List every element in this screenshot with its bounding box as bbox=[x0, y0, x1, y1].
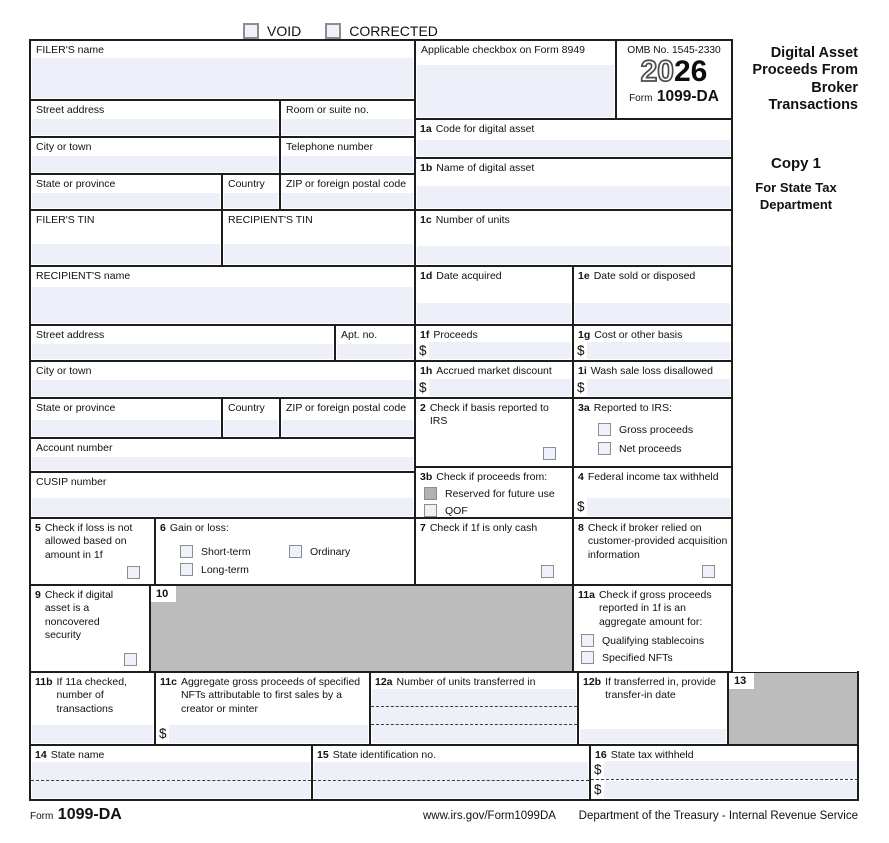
box-11b-label: If 11a checked, number of transactions bbox=[56, 676, 127, 715]
box-1i-num: 1i bbox=[578, 365, 587, 377]
form-number-line bbox=[617, 88, 731, 106]
qualifying-stablecoins-label: Qualifying stablecoins bbox=[602, 634, 705, 647]
box-4-num: 4 bbox=[578, 471, 584, 483]
qof-checkbox[interactable] bbox=[424, 504, 437, 517]
filer-zip-label: ZIP or foreign postal code bbox=[286, 178, 407, 190]
tax-year-bold: 26 bbox=[674, 55, 708, 88]
box-12a-cell bbox=[370, 672, 578, 745]
copy-number: Copy 1 bbox=[770, 155, 821, 172]
box-12a-label: Number of units transferred in bbox=[396, 676, 536, 688]
box-12b-cell bbox=[578, 672, 728, 745]
form-border bbox=[29, 39, 31, 801]
short-term-checkbox[interactable] bbox=[180, 545, 193, 558]
box-16-label: State tax withheld bbox=[610, 749, 694, 761]
recipient-zip-input[interactable] bbox=[282, 420, 413, 436]
form-border bbox=[857, 671, 859, 801]
copy-recipient bbox=[734, 180, 858, 214]
box-7-label: Check if 1f is only cash bbox=[429, 522, 538, 534]
ordinary-checkbox[interactable] bbox=[289, 545, 302, 558]
box-7-cell bbox=[415, 518, 573, 585]
filer-phone-label: Telephone number bbox=[286, 141, 373, 153]
dollar-sign: $ bbox=[594, 762, 602, 778]
box-10-cell bbox=[150, 585, 573, 672]
filer-room-cell bbox=[280, 100, 415, 137]
form-border bbox=[29, 39, 733, 41]
filer-city-cell bbox=[30, 137, 280, 174]
gross-proceeds-label: Gross proceeds bbox=[619, 423, 694, 436]
box-14-num: 14 bbox=[35, 749, 47, 761]
box-7-checkbox[interactable] bbox=[541, 565, 554, 578]
dollar-sign: $ bbox=[159, 726, 167, 742]
box-3a-num: 3a bbox=[578, 402, 590, 414]
form-title-line: Transactions bbox=[768, 97, 858, 114]
box-1h-label: Accrued market discount bbox=[436, 365, 552, 377]
recipient-tin-cell bbox=[222, 210, 415, 266]
entry-divider bbox=[371, 706, 577, 707]
box-1f-cell bbox=[415, 325, 573, 361]
box-11c-num: 11c bbox=[160, 676, 177, 688]
recipient-country-input[interactable] bbox=[224, 420, 278, 436]
void-checkbox[interactable] bbox=[243, 23, 259, 39]
box-1i-label: Wash sale loss disallowed bbox=[590, 365, 713, 377]
filer-country-cell bbox=[222, 174, 280, 210]
tax-year bbox=[617, 57, 731, 87]
filer-city-label: City or town bbox=[36, 141, 92, 153]
box-12b-label: If transferred in, provide transfer-in date bbox=[605, 676, 716, 702]
box-4-input[interactable] bbox=[587, 498, 730, 516]
box-3b-label: Check if proceeds from: bbox=[436, 471, 548, 483]
box-1a-cell bbox=[415, 119, 732, 158]
form-word: Form bbox=[629, 93, 653, 104]
filer-name-input[interactable] bbox=[32, 58, 413, 98]
box-1f-label: Proceeds bbox=[433, 329, 478, 341]
box-6-label: Gain or loss: bbox=[169, 522, 229, 534]
entry-divider bbox=[313, 780, 589, 781]
box-11b-num: 11b bbox=[35, 676, 53, 688]
specified-nfts-label: Specified NFTs bbox=[602, 651, 673, 664]
recipient-apt-input[interactable] bbox=[337, 344, 413, 359]
box-5-checkbox[interactable] bbox=[127, 566, 140, 579]
box-1e-cell bbox=[573, 266, 732, 325]
entry-divider bbox=[31, 780, 311, 781]
box-11a-label: Check if gross proceeds reported in 1f is an aggregate amount for: bbox=[598, 589, 712, 628]
box-1d-cell bbox=[415, 266, 573, 325]
box-1f-num: 1f bbox=[420, 329, 430, 341]
box-8-num: 8 bbox=[578, 522, 584, 534]
box-9-label: Check if digital asset is a noncovered security bbox=[44, 589, 114, 642]
filer-tin-cell bbox=[30, 210, 222, 266]
box-15-num: 15 bbox=[317, 749, 329, 761]
box-16-cell bbox=[590, 745, 859, 800]
box-1g-label: Cost or other basis bbox=[594, 329, 683, 341]
box-3b-cell bbox=[415, 467, 573, 518]
box-16-num: 16 bbox=[595, 749, 607, 761]
recipient-apt-cell bbox=[335, 325, 415, 361]
filer-street-input[interactable] bbox=[32, 119, 278, 135]
box-1c-num: 1c bbox=[420, 214, 432, 226]
box-13-num: 13 bbox=[729, 673, 754, 689]
recipient-apt-label: Apt. no. bbox=[341, 329, 378, 341]
box-15-cell bbox=[312, 745, 590, 800]
box-6-cell bbox=[155, 518, 415, 585]
recipient-state-label: State or province bbox=[36, 402, 116, 414]
dollar-sign: $ bbox=[577, 379, 585, 395]
corrected-label: CORRECTED bbox=[349, 23, 438, 39]
void-label: VOID bbox=[267, 23, 302, 39]
recipient-state-input[interactable] bbox=[32, 420, 220, 436]
box-1g-cell bbox=[573, 325, 732, 361]
box-8949-cell bbox=[415, 40, 616, 119]
box-1d-num: 1d bbox=[420, 270, 433, 282]
recipient-city-label: City or town bbox=[36, 365, 92, 377]
box-6-num: 6 bbox=[160, 522, 166, 534]
box-8-checkbox[interactable] bbox=[702, 565, 715, 578]
recipient-country-cell bbox=[222, 398, 280, 438]
box-2-cell bbox=[415, 398, 573, 467]
dollar-sign: $ bbox=[577, 499, 585, 515]
box-1i-input[interactable] bbox=[587, 379, 730, 396]
dollar-sign: $ bbox=[594, 781, 602, 797]
box-15-label: State identification no. bbox=[332, 749, 437, 761]
box-1c-input[interactable] bbox=[417, 246, 730, 264]
filer-street-label: Street address bbox=[36, 104, 105, 116]
footer-department: Department of the Treasury - Internal Revenue Service bbox=[578, 810, 858, 822]
box-1h-num: 1h bbox=[420, 365, 433, 377]
filer-phone-input[interactable] bbox=[282, 156, 413, 172]
recipient-city-cell bbox=[30, 361, 415, 398]
box-11b-input[interactable] bbox=[32, 725, 153, 743]
box-1c-cell bbox=[415, 210, 732, 266]
filer-state-input[interactable] bbox=[32, 193, 220, 208]
void-corrected-row bbox=[243, 23, 438, 39]
box-1a-input[interactable] bbox=[417, 140, 730, 156]
box-12a-num: 12a bbox=[375, 676, 393, 688]
box-1d-label: Date acquired bbox=[436, 270, 502, 282]
filer-country-input[interactable] bbox=[224, 193, 278, 208]
recipient-street-input[interactable] bbox=[32, 344, 333, 359]
recipient-zip-cell bbox=[280, 398, 415, 438]
box-12b-input[interactable] bbox=[580, 729, 726, 743]
box-1a-num: 1a bbox=[420, 123, 432, 135]
recipient-city-input[interactable] bbox=[32, 380, 413, 396]
filer-zip-input[interactable] bbox=[282, 193, 413, 208]
filer-state-cell bbox=[30, 174, 222, 210]
box-3b-num: 3b bbox=[420, 471, 433, 483]
tax-year-outline: 20 bbox=[640, 55, 674, 88]
box-1b-input[interactable] bbox=[417, 186, 730, 208]
dollar-sign: $ bbox=[419, 342, 427, 358]
box-5-num: 5 bbox=[35, 522, 41, 534]
filer-state-label: State or province bbox=[36, 178, 116, 190]
recipient-tin-input[interactable] bbox=[224, 244, 413, 264]
form-title bbox=[734, 45, 858, 115]
cusip-number-cell bbox=[30, 472, 415, 518]
box-3a-cell bbox=[573, 398, 732, 467]
filer-room-label: Room or suite no. bbox=[286, 104, 369, 116]
box-13-cell bbox=[728, 672, 859, 745]
recipient-zip-label: ZIP or foreign postal code bbox=[286, 402, 407, 414]
box-11c-label: Aggregate gross proceeds of specified NFTs attributable to first sales by a creator or minter bbox=[180, 676, 361, 715]
copy-designation bbox=[734, 155, 858, 214]
box-5-cell bbox=[30, 518, 155, 585]
box-9-checkbox[interactable] bbox=[124, 653, 137, 666]
filer-country-label: Country bbox=[228, 178, 265, 190]
box-11c-cell bbox=[155, 672, 370, 745]
box-10-num: 10 bbox=[151, 586, 176, 602]
box-1d-input[interactable] bbox=[417, 303, 571, 323]
filer-tin-label: FILER'S TIN bbox=[36, 214, 95, 226]
filer-zip-cell bbox=[280, 174, 415, 210]
box-1g-input[interactable] bbox=[587, 342, 730, 359]
net-proceeds-checkbox[interactable] bbox=[598, 442, 611, 455]
account-number-cell bbox=[30, 438, 415, 472]
entry-divider bbox=[371, 724, 577, 725]
box-1i-cell bbox=[573, 361, 732, 398]
corrected-checkbox[interactable] bbox=[325, 23, 341, 39]
net-proceeds-label: Net proceeds bbox=[619, 442, 682, 455]
box-1h-cell bbox=[415, 361, 573, 398]
box-1b-cell bbox=[415, 158, 732, 210]
filer-name-label: FILER'S name bbox=[36, 44, 104, 56]
omb-number: OMB No. 1545-2330 bbox=[627, 45, 721, 56]
box-9-num: 9 bbox=[35, 589, 41, 601]
account-number-label: Account number bbox=[36, 442, 113, 454]
short-term-label: Short-term bbox=[201, 545, 251, 558]
reserved-checkbox bbox=[424, 487, 437, 500]
form-border bbox=[29, 799, 859, 801]
recipient-tin-label: RECIPIENT'S TIN bbox=[228, 214, 313, 226]
box-4-label: Federal income tax withheld bbox=[587, 471, 719, 483]
box-16-input-row1[interactable] bbox=[604, 761, 857, 779]
cusip-number-label: CUSIP number bbox=[36, 476, 107, 488]
box-1c-label: Number of units bbox=[435, 214, 510, 226]
reserved-label: Reserved for future use bbox=[445, 487, 555, 500]
box-1e-num: 1e bbox=[578, 270, 590, 282]
box-8-cell bbox=[573, 518, 732, 585]
entry-divider bbox=[591, 779, 858, 780]
box-7-num: 7 bbox=[420, 522, 426, 534]
long-term-checkbox[interactable] bbox=[180, 563, 193, 576]
form-title-line: Proceeds From bbox=[752, 62, 858, 79]
box-1e-input[interactable] bbox=[575, 303, 730, 323]
recipient-street-label: Street address bbox=[36, 329, 105, 341]
qof-label: QOF bbox=[445, 504, 468, 517]
form-title-line: Digital Asset bbox=[770, 45, 858, 61]
box-8949-input[interactable] bbox=[417, 65, 614, 117]
recipient-street-cell bbox=[30, 325, 335, 361]
specified-nfts-checkbox[interactable] bbox=[581, 651, 594, 664]
box-1e-label: Date sold or disposed bbox=[593, 270, 696, 282]
dollar-sign: $ bbox=[577, 342, 585, 358]
form-title-line: Broker bbox=[811, 79, 858, 96]
box-14-cell bbox=[30, 745, 312, 800]
box-11b-cell bbox=[30, 672, 155, 745]
account-number-input[interactable] bbox=[32, 457, 413, 470]
copy-recipient-line: Department bbox=[759, 196, 833, 212]
recipient-name-cell bbox=[30, 266, 415, 325]
box-1b-label: Name of digital asset bbox=[436, 162, 535, 174]
filer-room-input[interactable] bbox=[282, 119, 413, 135]
form-number: 1099-DA bbox=[656, 88, 719, 105]
box-12b-num: 12b bbox=[583, 676, 602, 688]
footer-form-number: 1099-DA bbox=[57, 806, 122, 823]
recipient-name-label: RECIPIENT'S name bbox=[36, 270, 131, 282]
recipient-name-input[interactable] bbox=[32, 287, 413, 323]
box-8949-label: Applicable checkbox on Form 8949 bbox=[421, 44, 586, 56]
filer-phone-cell bbox=[280, 137, 415, 174]
box-11a-cell bbox=[573, 585, 732, 672]
box-11a-num: 11a bbox=[578, 589, 595, 601]
copy-recipient-line: For State Tax bbox=[755, 180, 837, 195]
box-3a-label: Reported to IRS: bbox=[593, 402, 672, 414]
box-8-label: Check if broker relied on customer-provided acquisition information bbox=[587, 522, 728, 561]
footer-form-word: Form bbox=[30, 811, 54, 822]
box-1f-input[interactable] bbox=[429, 342, 571, 359]
filer-street-cell bbox=[30, 100, 280, 137]
qualifying-stablecoins-checkbox[interactable] bbox=[581, 634, 594, 647]
footer-form-id bbox=[30, 806, 122, 824]
long-term-label: Long-term bbox=[201, 563, 249, 576]
box-12a-input[interactable] bbox=[372, 689, 576, 743]
ordinary-label: Ordinary bbox=[310, 545, 351, 558]
filer-city-input[interactable] bbox=[32, 156, 278, 172]
box-9-cell bbox=[30, 585, 150, 672]
box-5-label: Check if loss is not allowed based on amount in 1f bbox=[44, 522, 133, 561]
filer-name-cell bbox=[30, 40, 415, 100]
cusip-number-input[interactable] bbox=[32, 498, 413, 516]
box-2-label: Check if basis reported to IRS bbox=[429, 402, 549, 428]
box-2-checkbox[interactable] bbox=[543, 447, 556, 460]
box-2-num: 2 bbox=[420, 402, 426, 414]
box-11c-input[interactable] bbox=[169, 725, 368, 743]
recipient-state-cell bbox=[30, 398, 222, 438]
gross-proceeds-checkbox[interactable] bbox=[598, 423, 611, 436]
box-16-input-row2[interactable] bbox=[604, 781, 857, 798]
box-1h-input[interactable] bbox=[429, 379, 571, 396]
filer-tin-input[interactable] bbox=[32, 244, 220, 264]
box-14-label: State name bbox=[50, 749, 105, 761]
footer-url[interactable]: www.irs.gov/Form1099DA bbox=[423, 810, 556, 822]
box-1g-num: 1g bbox=[578, 329, 591, 341]
dollar-sign: $ bbox=[419, 379, 427, 395]
box-1a-label: Code for digital asset bbox=[435, 123, 535, 135]
form-border bbox=[731, 39, 733, 673]
omb-year-cell bbox=[616, 40, 732, 119]
recipient-country-label: Country bbox=[228, 402, 265, 414]
box-4-cell bbox=[573, 467, 732, 518]
box-1b-num: 1b bbox=[420, 162, 433, 174]
